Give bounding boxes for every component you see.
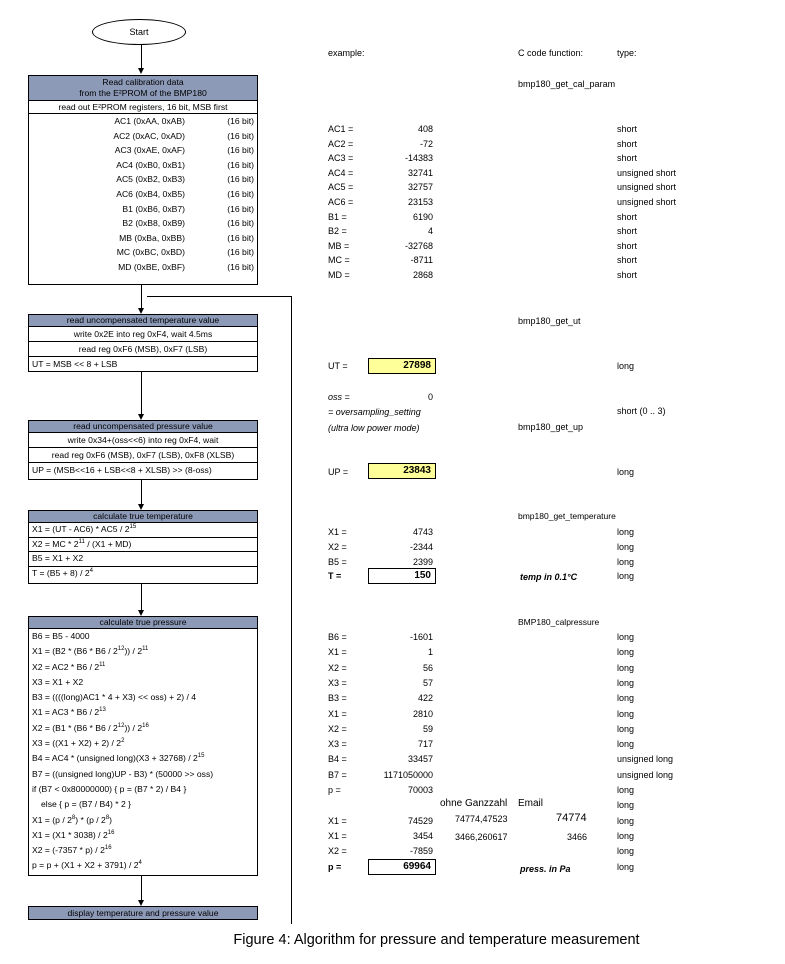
press-var: X2 = — [328, 662, 347, 673]
press-var: B6 = — [328, 632, 347, 642]
press-var: B3 = — [328, 693, 347, 704]
press-value: 69964 — [368, 859, 436, 875]
register-name: AC2 (0xAC, 0xAD) — [113, 130, 185, 141]
cal-value: 32741 — [407, 167, 433, 178]
cal-value: -14383 — [404, 153, 433, 164]
press-var: p = — [328, 861, 342, 872]
ut-line-2: read reg 0xF6 (MSB), 0xF7 (LSB) — [29, 341, 257, 356]
cal-var: AC5 = — [328, 182, 354, 193]
calibration-subtitle: read out E²PROM registers, 16 bit, MSB first — [29, 101, 257, 114]
ut-function: bmp180_get_ut — [518, 316, 581, 326]
press-value: -1601 — [409, 632, 433, 642]
pressure-formula: X3 = X1 + X2 — [32, 676, 84, 687]
calibration-row — [29, 172, 257, 187]
press-type: unsigned long — [617, 754, 674, 765]
extra-header-1: ohne Ganzzahl — [440, 798, 508, 809]
cal-type: short — [617, 226, 638, 237]
press-var: X1 = — [328, 708, 347, 719]
extra-r2a: 3466,260617 — [455, 832, 508, 842]
temp-type: long — [617, 541, 635, 552]
register-name: AC3 (0xAE, 0xAF) — [114, 145, 185, 156]
register-bits: (16 bit) — [227, 130, 254, 141]
cal-var: B1 = — [328, 211, 347, 222]
pressure-formula: $X2 = (-7357 * p) / 2^{16}$ — [32, 845, 112, 856]
press-value: 33457 — [407, 754, 433, 765]
oss-note-1: = oversampling_setting — [328, 407, 421, 417]
pressure-formula: if (B7 < 0x80000000) { p = (B7 * 2) / B4 } — [32, 783, 187, 794]
cal-var: AC4 = — [328, 167, 354, 178]
press-value: 2810 — [412, 708, 433, 719]
up-line-1: write 0x34+(oss<<6) into reg 0xF4, wait — [67, 435, 219, 445]
pressure-formula: $X3 = ((X1 + X2) + 2) / 2^2$ — [32, 738, 125, 749]
cal-value: 2868 — [412, 270, 433, 280]
cal-value: -72 — [419, 138, 433, 149]
press-type: long — [617, 785, 635, 795]
oss-note-2: (ultra low power mode) — [328, 423, 420, 433]
register-name: MC (0xBC, 0xBD) — [116, 247, 185, 258]
press-type: long — [617, 662, 635, 673]
press-var: X2 = — [328, 846, 347, 857]
cal-var: AC1 = — [328, 124, 354, 134]
press-var: B4 = — [328, 754, 347, 765]
register-bits: (16 bit) — [227, 116, 254, 126]
register-name: MB (0xBa, 0xBB) — [119, 232, 185, 243]
pressure-formula: B7 = ((unsigned long)UP - B3) * (50000 >> oss) — [32, 768, 214, 779]
calibration-box — [28, 75, 258, 285]
pressure-formula: $X2 = (B1 * (B6 * B6 / 2^{12})) / 2^{16}$ — [32, 722, 149, 733]
press-value: 57 — [422, 677, 433, 688]
calibration-row — [29, 216, 257, 231]
temp-value: 4743 — [412, 527, 433, 537]
temperature-formula: $X1 = (UT - AC6) * AC5 / 2^{15}$ — [32, 524, 137, 534]
calibration-row — [29, 187, 257, 202]
press-type: long — [617, 647, 635, 658]
register-name: B1 (0xB6, 0xB7) — [122, 203, 185, 214]
temp-value: 150 — [368, 568, 436, 584]
pressure-formula: $X1 = (B2 * (B6 * B6 / 2^{12})) / 2^{11}$ — [32, 646, 149, 657]
temperature-rows — [29, 523, 257, 580]
press-var: X3 = — [328, 739, 347, 750]
display-box — [28, 906, 258, 920]
press-value: 3454 — [412, 830, 433, 841]
extra-r2b: 3466 — [567, 832, 588, 842]
up-type: long — [617, 467, 635, 477]
press-var: B7 = — [328, 769, 347, 780]
register-bits: (16 bit) — [227, 232, 254, 243]
press-var: X2 = — [328, 723, 347, 734]
cal-value: 32757 — [407, 182, 433, 193]
flow-connector — [141, 285, 142, 310]
cal-type: short — [617, 124, 638, 134]
loop-line — [291, 296, 292, 924]
calibration-title-2: from the E²PROM of the BMP180 — [79, 88, 207, 98]
calibration-title: Read calibration data — [102, 77, 184, 87]
cal-var: MC = — [328, 255, 350, 266]
press-type: long — [617, 632, 635, 642]
header-type: type: — [617, 48, 637, 58]
calibration-row — [29, 202, 257, 217]
press-type: long — [617, 693, 635, 704]
register-name: AC5 (0xB2, 0xB3) — [116, 174, 185, 185]
pressure-box — [28, 616, 258, 876]
cal-var: B2 = — [328, 226, 347, 237]
press-type: long — [617, 861, 635, 872]
calibration-header — [29, 76, 257, 101]
press-type: long — [617, 708, 635, 719]
pressure-formula: B3 = ((((long)AC1 * 4 + X3) << oss) + 2) / 4 — [32, 692, 197, 703]
register-bits: (16 bit) — [227, 145, 254, 156]
press-value: 717 — [417, 739, 433, 750]
pressure-formula: $X1 = AC3 * B6 / 2^{13}$ — [32, 707, 106, 718]
cal-type: unsigned short — [617, 167, 677, 178]
press-type: long — [617, 815, 635, 826]
cal-var: AC3 = — [328, 153, 354, 164]
calibration-row — [29, 158, 257, 173]
pressure-formula: $X1 = (p / 2^8) * (p / 2^8)$ — [32, 814, 113, 825]
calibration-row — [29, 245, 257, 260]
calibration-row — [29, 129, 257, 144]
temp-type: long — [617, 571, 635, 582]
temperature-header: calculate true temperature — [29, 511, 257, 523]
cal-type: unsigned short — [617, 197, 677, 207]
register-bits: (16 bit) — [227, 203, 254, 214]
register-name: B2 (0xB8, 0xB9) — [122, 218, 185, 229]
calibration-row — [29, 143, 257, 158]
press-type: long — [617, 830, 635, 841]
figure-caption: Figure 4: Algorithm for pressure and temperature measurement — [233, 932, 640, 948]
cal-type: short — [617, 240, 638, 251]
cal-var: MD = — [328, 270, 350, 280]
temp-type: long — [617, 527, 635, 537]
press-function: BMP180_calpressure — [518, 617, 600, 627]
press-type: long — [617, 800, 635, 811]
flow-connector — [141, 876, 142, 902]
cal-type: short — [617, 270, 638, 280]
register-name: AC6 (0xB4, 0xB5) — [116, 188, 185, 199]
extra-header-2: Email — [518, 798, 544, 809]
press-value: 70003 — [407, 785, 433, 795]
pressure-formula: $p = p + (X1 + X2 + 3791) / 2^4$ — [32, 860, 142, 871]
cal-var: AC6 = — [328, 197, 354, 207]
register-name: MD (0xBE, 0xBF) — [118, 261, 185, 272]
extra-r1b: 74774 — [556, 812, 587, 824]
cal-type: short — [617, 138, 638, 149]
pressure-formula: $X1 = (X1 * 3038) / 2^{16}$ — [32, 829, 115, 840]
cal-value: -8711 — [410, 255, 433, 266]
press-value: 59 — [422, 723, 433, 734]
loop-line-top — [147, 296, 292, 297]
calibration-row — [29, 260, 257, 275]
display-header: display temperature and pressure value — [29, 907, 257, 919]
temp-var: X1 = — [328, 527, 347, 537]
register-bits: (16 bit) — [227, 261, 254, 272]
cal-value: 408 — [417, 124, 433, 134]
start-terminal: Start — [92, 19, 186, 45]
temp-var: B5 = — [328, 556, 347, 567]
temperature-formula: X2 = MC * $2^{11} / (X1 + MD)$ — [29, 537, 257, 552]
cal-type: short — [617, 153, 638, 164]
temp-note: temp in 0.1°C — [520, 572, 578, 582]
temp-var: T = — [328, 571, 342, 582]
temp-value: 2399 — [412, 556, 433, 567]
cal-value: 4 — [427, 226, 433, 237]
press-value: -7859 — [409, 846, 433, 857]
oss-type: short (0 .. 3) — [617, 406, 666, 416]
calibration-row — [29, 114, 257, 129]
flow-connector — [141, 372, 142, 417]
up-var: UP = — [328, 467, 349, 477]
oss-value: 0 — [427, 392, 433, 402]
cal-value: 23153 — [407, 197, 433, 207]
press-var: X1 = — [328, 647, 347, 658]
up-box — [28, 420, 258, 480]
cal-type: short — [617, 255, 638, 266]
cal-value: -32768 — [404, 240, 433, 251]
temp-type: long — [617, 556, 635, 567]
oss-var: oss = — [328, 392, 350, 402]
temperature-box — [28, 510, 258, 584]
pressure-formula: $X2 = AC2 * B6 / 2^{11}$ — [32, 661, 106, 672]
pressure-formula: else { p = (B7 / B4) * 2 } — [41, 799, 132, 810]
press-type: long — [617, 846, 635, 857]
header-example: example: — [328, 48, 365, 58]
temp-function: bmp180_get_temperature — [518, 511, 616, 521]
pressure-rows — [29, 629, 257, 874]
press-value: 1171050000 — [383, 769, 433, 780]
press-type: long — [617, 723, 635, 734]
register-bits: (16 bit) — [227, 247, 254, 258]
press-value: 1 — [427, 647, 433, 658]
ut-var: UT = — [328, 361, 348, 371]
cal-type: unsigned short — [617, 182, 677, 193]
press-type: long — [617, 739, 635, 750]
up-line-2: read reg 0xF6 (MSB), 0xF7 (LSB), 0xF8 (XLSB) — [29, 447, 257, 462]
extra-r1a: 74774,47523 — [455, 814, 508, 824]
cal-value: 6190 — [412, 211, 433, 222]
press-var: X1 = — [328, 815, 347, 826]
temp-var: X2 = — [328, 541, 347, 552]
pressure-formula: B4 = AC4 * (unsigned long)(X3 + $32768) / 2^{15}$ — [32, 753, 205, 764]
up-function: bmp180_get_up — [518, 422, 584, 432]
press-var: X1 = — [328, 830, 347, 841]
temp-value: -2344 — [409, 541, 433, 552]
press-var: X3 = — [328, 677, 347, 688]
temperature-formula: B5 = X1 + X2 — [29, 551, 257, 566]
press-var: p = — [328, 785, 341, 795]
temperature-formula: $T = (B5 + 8) / 2^4$ — [29, 566, 257, 581]
register-bits: (16 bit) — [227, 159, 254, 170]
flow-connector — [141, 480, 142, 506]
flow-connector — [141, 44, 142, 69]
ut-line-1: write 0x2E into reg 0xF4, wait 4.5ms — [73, 329, 213, 339]
press-value: 422 — [417, 693, 433, 704]
flow-arrow — [138, 68, 144, 74]
flow-connector — [141, 584, 142, 612]
press-value: 56 — [422, 662, 433, 673]
up-line-3: UP = (MSB<<16 + LSB<<8 + XLSB) >> (8-oss) — [29, 462, 257, 477]
pressure-header: calculate true pressure — [29, 617, 257, 629]
cal-var: AC2 = — [328, 138, 354, 149]
register-name: AC1 (0xAA, 0xAB) — [114, 116, 185, 126]
up-value: 23843 — [368, 463, 436, 479]
header-cfunc: C code function: — [518, 48, 584, 58]
press-note: press. in Pa — [520, 864, 571, 874]
ut-type: long — [617, 361, 635, 371]
register-name: AC4 (0xB0, 0xB1) — [116, 159, 185, 170]
ut-value: 27898 — [368, 358, 436, 374]
press-type: long — [617, 677, 635, 688]
register-bits: (16 bit) — [227, 174, 254, 185]
ut-line-3: UT = MSB << 8 + LSB — [29, 356, 257, 371]
calibration-row — [29, 231, 257, 246]
press-type: unsigned long — [617, 769, 674, 780]
register-bits: (16 bit) — [227, 218, 254, 229]
ut-box — [28, 314, 258, 372]
ut-header: read uncompensated temperature value — [29, 315, 257, 327]
cal-type: short — [617, 211, 638, 222]
register-bits: (16 bit) — [227, 188, 254, 199]
cal-function: bmp180_get_cal_param — [518, 79, 616, 89]
press-value: 74529 — [407, 815, 433, 826]
pressure-formula: B6 = B5 - 4000 — [32, 631, 90, 641]
calibration-rows — [29, 114, 257, 275]
cal-var: MB = — [328, 240, 350, 251]
up-header: read uncompensated pressure value — [29, 421, 257, 433]
